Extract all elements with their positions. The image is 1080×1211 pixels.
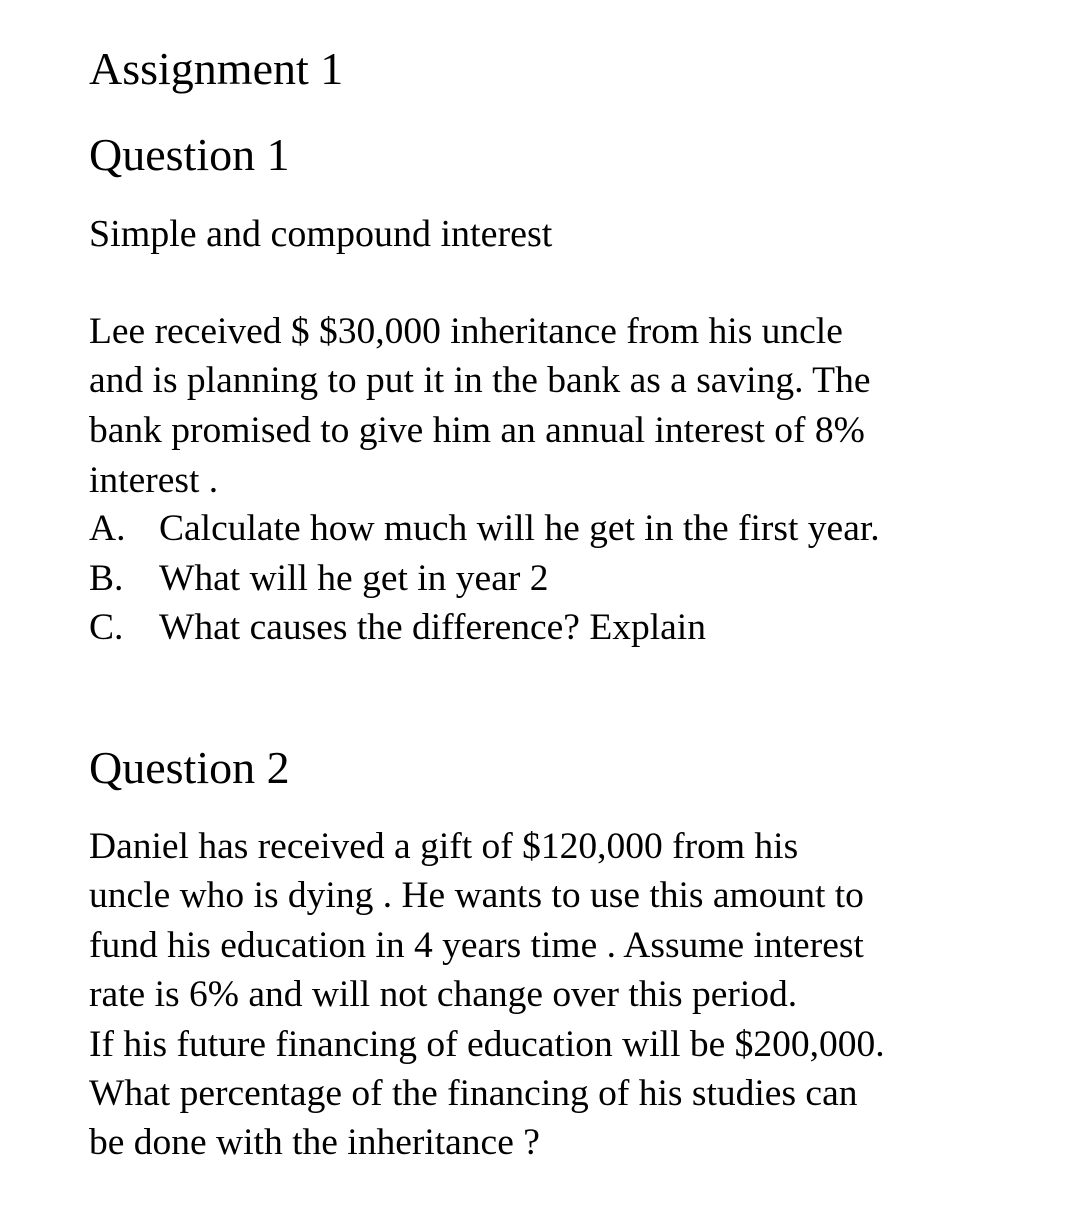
list-item-b xyxy=(89,560,548,598)
list-item-a xyxy=(89,510,880,548)
list-marker: B. xyxy=(89,558,124,599)
question-1-topic: Simple and compound interest xyxy=(89,213,553,255)
paragraph-line: interest . xyxy=(89,460,219,501)
paragraph-line: What percentage of the financing of his studies can xyxy=(89,1073,858,1114)
paragraph-line: fund his education in 4 years time . Assume interest xyxy=(89,925,864,966)
assignment-title: Assignment 1 xyxy=(89,43,344,94)
list-marker: C. xyxy=(89,607,124,648)
paragraph-line: bank promised to give him an annual interest of 8% xyxy=(89,410,865,451)
list-item-text: What will he get in year 2 xyxy=(159,558,549,599)
paragraph-line: rate is 6% and will not change over this period. xyxy=(89,974,798,1015)
paragraph-line: and is planning to put it in the bank as a saving. The xyxy=(89,360,871,401)
question-2-heading: Question 2 xyxy=(89,742,290,793)
list-item-c xyxy=(89,609,706,647)
paragraph-line: Daniel has received a gift of $120,000 from his xyxy=(89,826,799,867)
paragraph-line: If his future financing of education will be $200,000. xyxy=(89,1024,885,1065)
paragraph-line: be done with the inheritance ? xyxy=(89,1122,540,1163)
list-item-text: What causes the difference? Explain xyxy=(159,607,706,648)
list-marker: A. xyxy=(89,508,126,549)
paragraph-line: Lee received $ $30,000 inheritance from his uncle xyxy=(89,311,843,352)
list-item-text: Calculate how much will he get in the first year. xyxy=(159,508,880,549)
question-1-heading: Question 1 xyxy=(89,129,290,180)
paragraph-line: uncle who is dying . He wants to use this amount to xyxy=(89,875,864,916)
